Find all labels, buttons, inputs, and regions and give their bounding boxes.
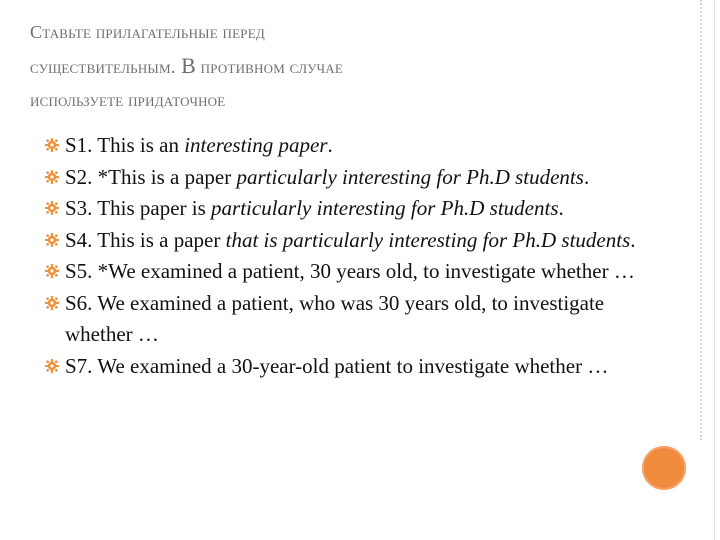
gear-icon — [45, 170, 59, 184]
bullet-text-prefix: S1. This is an — [65, 133, 185, 157]
bullet-item-s3 — [45, 193, 645, 225]
bullet-text-italic: particularly interesting for Ph.D students — [236, 164, 584, 189]
title-line-2-part-1: существительным. — [30, 57, 176, 77]
bullet-text-suffix: . — [558, 196, 564, 220]
gear-icon — [45, 233, 59, 247]
bullet-item-s5 — [45, 256, 645, 288]
slide-title — [30, 16, 670, 117]
bullet-item-s6 — [45, 288, 645, 351]
title-line-1: Ставьте прилагательные перед — [30, 22, 265, 42]
bullet-text-italic: that is particularly interesting for Ph.D students — [225, 227, 631, 252]
gear-icon — [45, 264, 59, 278]
bullet-text-italic: interesting paper — [184, 133, 328, 157]
gear-icon — [45, 138, 59, 152]
bullet-text-suffix: . — [630, 227, 636, 252]
bullet-text-prefix: S2. *This is a paper — [65, 164, 237, 189]
bullet-text-suffix: . — [583, 164, 590, 189]
gear-icon — [45, 201, 59, 215]
title-line-2-part-2: противном случае — [195, 57, 344, 77]
title-line-3: используете придаточное — [30, 90, 226, 110]
accent-circle — [642, 446, 686, 490]
bullet-item-s1 — [45, 130, 645, 162]
title-line-2-capital: В — [175, 53, 196, 78]
bullet-item-s7 — [45, 351, 645, 383]
bullet-item-s2 — [45, 162, 645, 194]
bullet-text-prefix: S6. We examined a patient, who was 30 years old, to investigate whether … — [65, 290, 605, 346]
bullet-text-prefix: S5. *We examined a patient, 30 years old, to investigate whether … — [65, 259, 635, 283]
bullet-item-s4 — [45, 225, 645, 257]
bullet-text-suffix: . — [327, 133, 333, 157]
bullet-text-prefix: S3. This paper is — [65, 196, 212, 220]
gear-icon — [45, 359, 59, 373]
title-line-2 — [30, 49, 670, 84]
gear-icon — [45, 296, 59, 310]
bullet-text-italic: particularly interesting for Ph.D students — [211, 196, 559, 220]
slide-border-dotted — [700, 0, 702, 440]
bullet-list — [45, 130, 645, 382]
bullet-text-prefix: S7. We examined a 30-year-old patient to investigate whether … — [65, 353, 609, 378]
bullet-text-prefix: S4. This is a paper — [65, 227, 226, 252]
